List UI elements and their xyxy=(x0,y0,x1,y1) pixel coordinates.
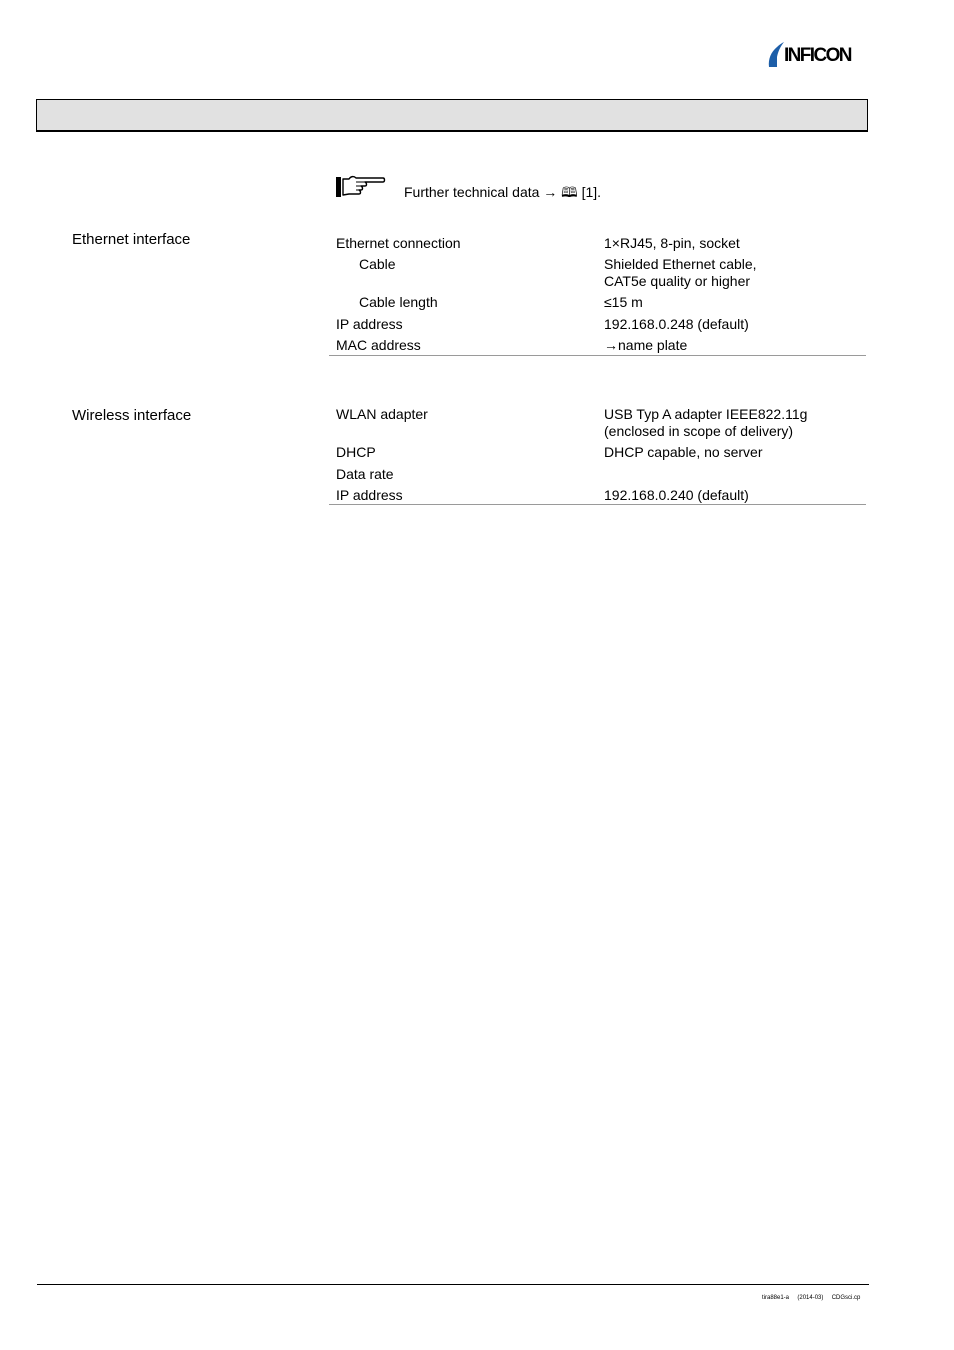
spec-key: WLAN adapter xyxy=(336,406,428,422)
spec-value: →name plate xyxy=(604,337,688,353)
logo-text: INFICON xyxy=(784,45,851,66)
spec-value: Shielded Ethernet cable, CAT5e quality or higher xyxy=(604,256,757,289)
spec-key: DHCP xyxy=(336,444,376,460)
spec-key: MAC address xyxy=(336,337,421,353)
inficon-flame-icon xyxy=(766,42,786,68)
spec-value: 1×RJ45, 8-pin, socket xyxy=(604,235,740,251)
spec-value: ≤15 m xyxy=(604,294,643,310)
section-label-ethernet: Ethernet interface xyxy=(72,231,191,248)
spec-value: 192.168.0.240 (default) xyxy=(604,487,749,503)
spec-value: 192.168.0.248 (default) xyxy=(604,316,749,332)
pointing-hand-icon xyxy=(335,175,387,204)
inficon-logo xyxy=(766,42,870,70)
section-label-wireless: Wireless interface xyxy=(72,407,192,424)
spec-key: Cable xyxy=(359,256,396,272)
footer-doc-ref: tira88e1-a (2014-03) CDGsci.cp xyxy=(762,1295,861,1301)
spec-table-wireless xyxy=(329,406,866,505)
spec-key: IP address xyxy=(336,487,403,503)
spec-key: Data rate xyxy=(336,466,394,482)
spec-key: IP address xyxy=(336,316,403,332)
footer-rule xyxy=(37,1284,869,1285)
spec-table-ethernet xyxy=(329,235,866,356)
spec-value: USB Typ A adapter IEEE822.11g (enclosed in scope of delivery) xyxy=(604,406,808,439)
spec-key: Ethernet connection xyxy=(336,235,461,251)
spec-key: Cable length xyxy=(359,294,438,310)
note-text: Further technical data → 🕮 [1]. xyxy=(404,184,602,200)
section-title-bar xyxy=(36,99,868,132)
spec-value: DHCP capable, no server xyxy=(604,444,763,460)
